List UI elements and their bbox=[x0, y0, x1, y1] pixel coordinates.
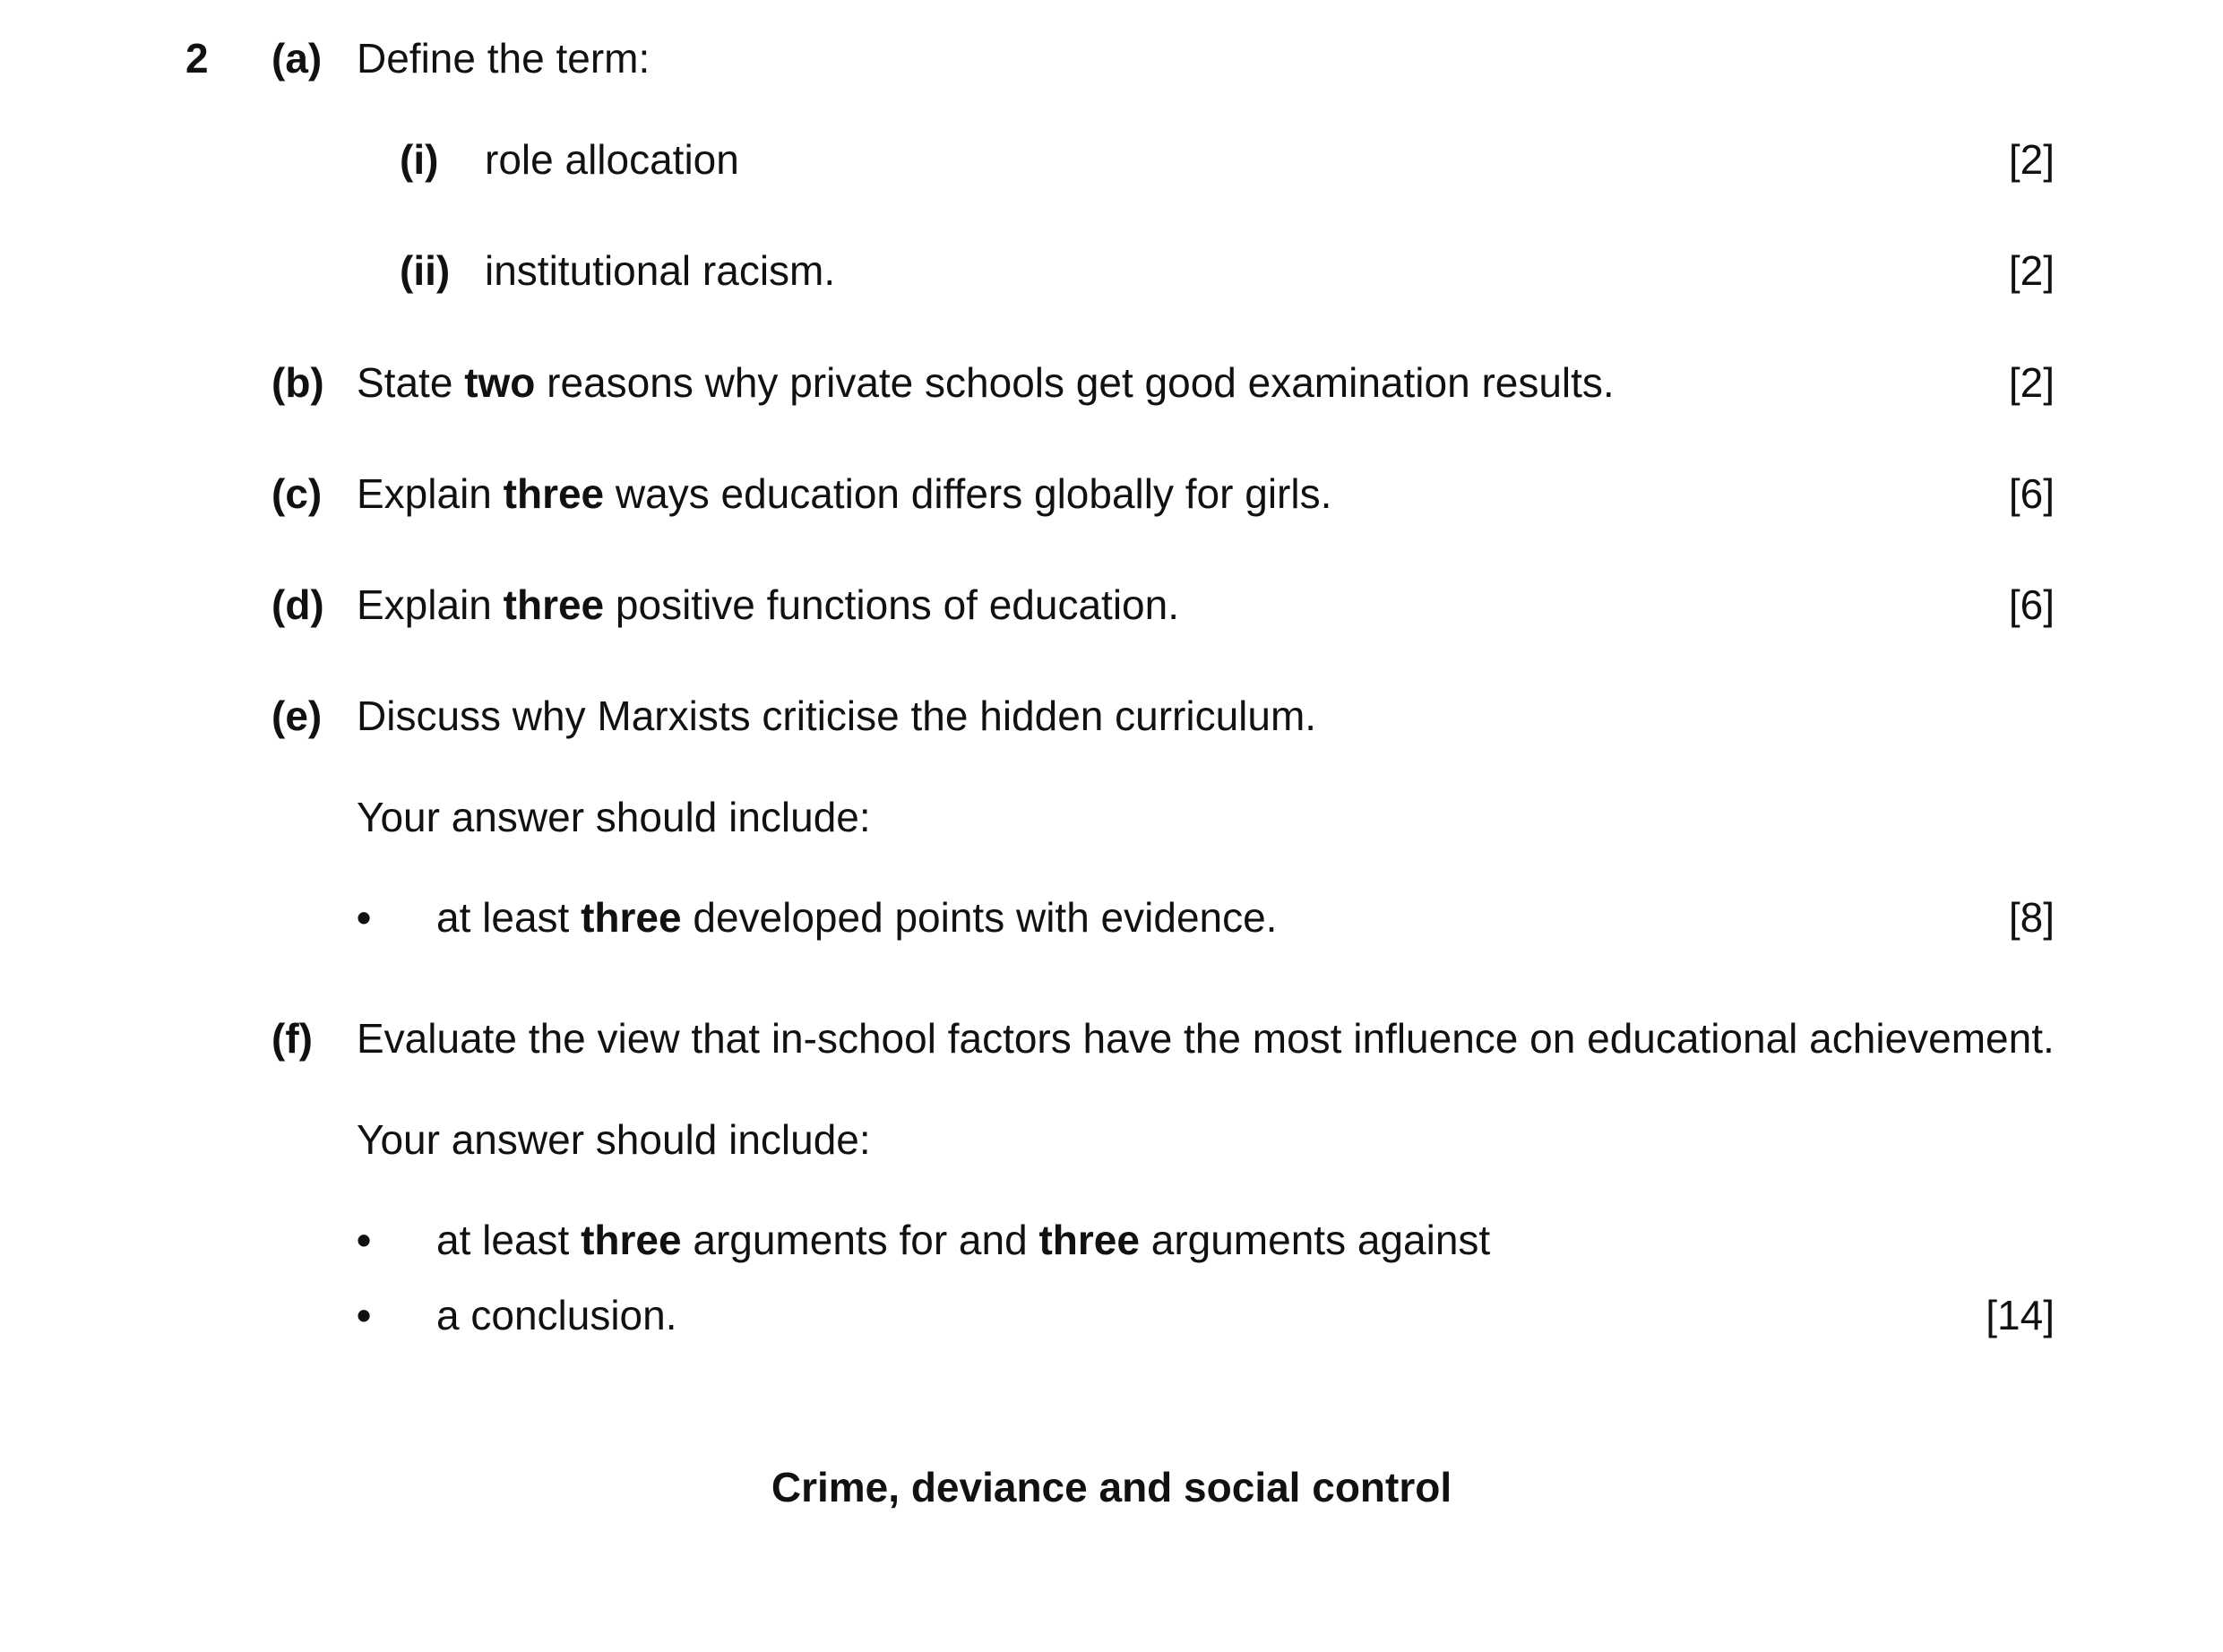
part-f-include: Your answer should include: bbox=[357, 1116, 871, 1163]
part-e-text: Discuss why Marxists criticise the hidden curriculum. bbox=[357, 693, 1317, 739]
part-f-label: (f) bbox=[271, 1015, 313, 1062]
part-a-i-text: role allocation bbox=[485, 136, 739, 183]
part-a-ii-label: (ii) bbox=[400, 247, 451, 294]
part-b-text: State two reasons why private schools get good examination results. bbox=[357, 359, 1615, 406]
part-c-label: (c) bbox=[271, 470, 323, 517]
part-b-mark: [2] bbox=[2008, 359, 2055, 406]
part-a-ii-mark: [2] bbox=[2008, 247, 2055, 294]
part-a-label: (a) bbox=[271, 35, 323, 82]
part-c-mark: [6] bbox=[2008, 470, 2055, 517]
part-a-i-mark: [2] bbox=[2008, 136, 2055, 183]
bullet-marker: • bbox=[357, 1292, 372, 1338]
part-f-mark: [14] bbox=[1986, 1292, 2055, 1338]
part-a-ii-text: institutional racism. bbox=[485, 247, 836, 294]
part-e-include: Your answer should include: bbox=[357, 794, 871, 840]
part-a-text: Define the term: bbox=[357, 35, 651, 82]
part-b-label: (b) bbox=[271, 359, 324, 406]
bullet-marker: • bbox=[357, 1217, 372, 1263]
part-f-bullet-2: a conclusion. bbox=[436, 1292, 677, 1338]
part-f-bullet-1: at least three arguments for and three arguments against bbox=[436, 1217, 1491, 1263]
part-a-i-label: (i) bbox=[400, 136, 439, 183]
part-e-label: (e) bbox=[271, 693, 323, 739]
part-f-text: Evaluate the view that in-school factors have the most influence on educational achievement. bbox=[357, 1015, 2055, 1062]
part-e-bullet-1: at least three developed points with evidence. bbox=[436, 894, 1278, 941]
part-c-text: Explain three ways education differs globally for girls. bbox=[357, 470, 1332, 517]
bullet-marker: • bbox=[357, 894, 372, 941]
part-d-label: (d) bbox=[271, 581, 324, 628]
part-d-text: Explain three positive functions of education. bbox=[357, 581, 1179, 628]
part-d-mark: [6] bbox=[2008, 581, 2055, 628]
question-number: 2 bbox=[185, 35, 209, 82]
part-e-mark: [8] bbox=[2008, 894, 2055, 941]
section-heading: Crime, deviance and social control bbox=[771, 1464, 1452, 1510]
